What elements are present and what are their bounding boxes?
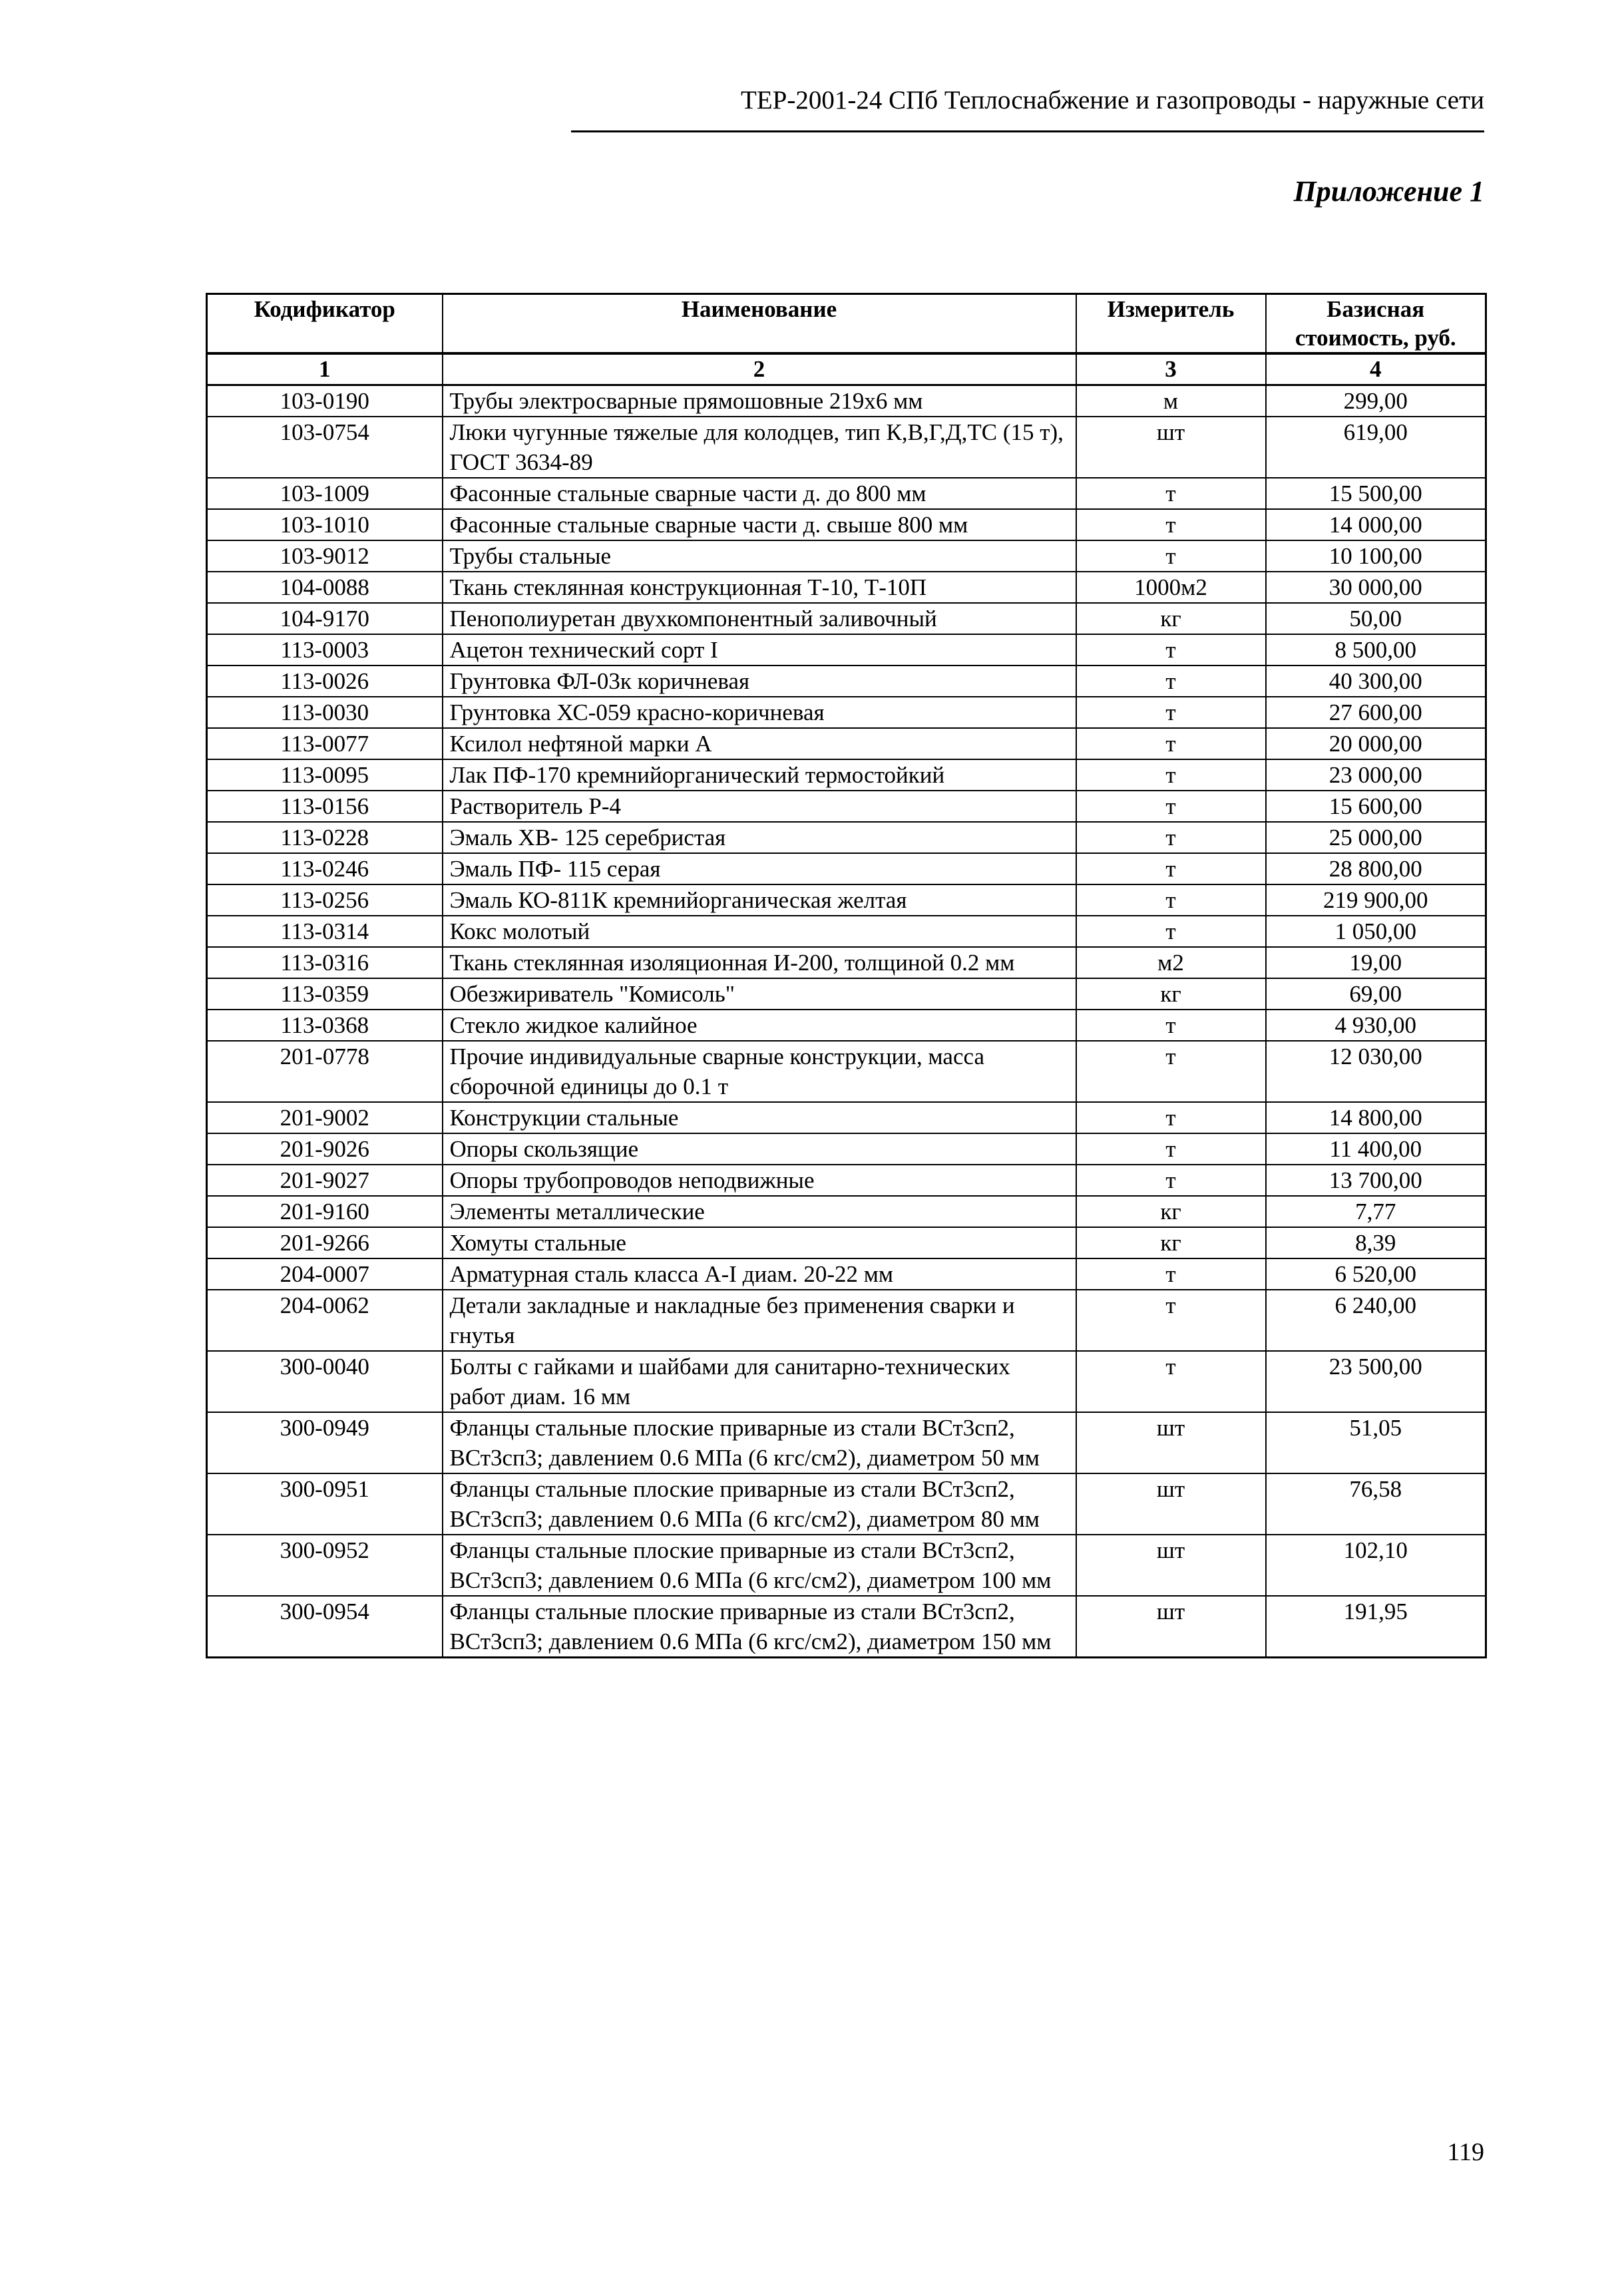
name-cell: Фланцы стальные плоские приварные из стали ВСт3сп2, ВСт3сп3; давлением 0.6 МПа (6 кгс/см2), диаметром 100 мм xyxy=(443,1535,1076,1596)
code-cell: 113-0095 xyxy=(207,759,443,791)
price-cell: 1 050,00 xyxy=(1266,916,1486,947)
name-cell: Хомуты стальные xyxy=(443,1227,1076,1258)
code-cell: 113-0156 xyxy=(207,791,443,822)
unit-cell: т xyxy=(1076,916,1266,947)
unit-cell: т xyxy=(1076,1258,1266,1290)
code-cell: 300-0951 xyxy=(207,1473,443,1535)
table-row xyxy=(207,1473,1486,1535)
code-cell: 113-0026 xyxy=(207,665,443,697)
name-cell: Стекло жидкое калийное xyxy=(443,1010,1076,1041)
name-cell: Фланцы стальные плоские приварные из стали ВСт3сп2, ВСт3сп3; давлением 0.6 МПа (6 кгс/см2), диаметром 80 мм xyxy=(443,1473,1076,1535)
price-cell: 12 030,00 xyxy=(1266,1041,1486,1102)
code-cell: 103-0754 xyxy=(207,417,443,478)
table-row xyxy=(207,1010,1486,1041)
table-header-row xyxy=(207,294,1486,354)
unit-cell: 1000м2 xyxy=(1076,572,1266,603)
unit-cell: шт xyxy=(1076,1412,1266,1473)
name-cell: Лак ПФ-170 кремнийорганический термостойкий xyxy=(443,759,1076,791)
code-cell: 113-0256 xyxy=(207,884,443,916)
name-cell: Грунтовка ФЛ-03к коричневая xyxy=(443,665,1076,697)
code-cell: 104-9170 xyxy=(207,603,443,634)
code-cell: 204-0007 xyxy=(207,1258,443,1290)
table-row xyxy=(207,697,1486,728)
unit-cell: шт xyxy=(1076,417,1266,478)
table-row xyxy=(207,759,1486,791)
code-cell: 113-0316 xyxy=(207,947,443,978)
code-cell: 113-0359 xyxy=(207,978,443,1010)
unit-cell: м2 xyxy=(1076,947,1266,978)
price-cell: 27 600,00 xyxy=(1266,697,1486,728)
price-cell: 30 000,00 xyxy=(1266,572,1486,603)
code-cell: 103-9012 xyxy=(207,540,443,572)
table-row xyxy=(207,728,1486,759)
unit-cell: т xyxy=(1076,634,1266,665)
code-cell: 201-0778 xyxy=(207,1041,443,1102)
name-cell: Элементы металлические xyxy=(443,1196,1076,1227)
name-cell: Трубы электросварные прямошовные 219х6 мм xyxy=(443,385,1076,417)
name-cell: Ткань стеклянная изоляционная И-200, толщиной 0.2 мм xyxy=(443,947,1076,978)
price-cell: 14 000,00 xyxy=(1266,509,1486,540)
column-number: 4 xyxy=(1266,353,1486,385)
name-cell: Трубы стальные xyxy=(443,540,1076,572)
table-row xyxy=(207,1351,1486,1412)
price-cell: 299,00 xyxy=(1266,385,1486,417)
price-cell: 191,95 xyxy=(1266,1596,1486,1658)
unit-cell: т xyxy=(1076,1290,1266,1351)
name-cell: Ткань стеклянная конструкционная Т-10, Т-10П xyxy=(443,572,1076,603)
name-cell: Прочие индивидуальные сварные конструкции, масса сборочной единицы до 0.1 т xyxy=(443,1041,1076,1102)
name-cell: Кокс молотый xyxy=(443,916,1076,947)
table-row xyxy=(207,853,1486,884)
unit-cell: шт xyxy=(1076,1535,1266,1596)
code-cell: 300-0954 xyxy=(207,1596,443,1658)
price-cell: 50,00 xyxy=(1266,603,1486,634)
unit-cell: т xyxy=(1076,822,1266,853)
unit-cell: т xyxy=(1076,1010,1266,1041)
code-cell: 300-0952 xyxy=(207,1535,443,1596)
name-cell: Детали закладные и накладные без применения сварки и гнутья xyxy=(443,1290,1076,1351)
code-cell: 113-0030 xyxy=(207,697,443,728)
code-cell: 103-0190 xyxy=(207,385,443,417)
name-cell: Эмаль КО-811К кремнийорганическая желтая xyxy=(443,884,1076,916)
unit-cell: т xyxy=(1076,540,1266,572)
price-cell: 40 300,00 xyxy=(1266,665,1486,697)
unit-cell: т xyxy=(1076,791,1266,822)
name-cell: Опоры трубопроводов неподвижные xyxy=(443,1165,1076,1196)
code-cell: 204-0062 xyxy=(207,1290,443,1351)
table-row xyxy=(207,1102,1486,1133)
price-cell: 619,00 xyxy=(1266,417,1486,478)
unit-cell: м xyxy=(1076,385,1266,417)
price-cell: 219 900,00 xyxy=(1266,884,1486,916)
table-row xyxy=(207,884,1486,916)
unit-cell: т xyxy=(1076,509,1266,540)
table-row xyxy=(207,1412,1486,1473)
price-cell: 76,58 xyxy=(1266,1473,1486,1535)
unit-cell: т xyxy=(1076,759,1266,791)
price-cell: 7,77 xyxy=(1266,1196,1486,1227)
name-cell: Фасонные стальные сварные части д. свыше 800 мм xyxy=(443,509,1076,540)
price-cell: 28 800,00 xyxy=(1266,853,1486,884)
unit-cell: кг xyxy=(1076,1227,1266,1258)
table-row xyxy=(207,1290,1486,1351)
code-cell: 103-1009 xyxy=(207,478,443,509)
name-cell: Фасонные стальные сварные части д. до 800 мм xyxy=(443,478,1076,509)
unit-cell: т xyxy=(1076,728,1266,759)
table-row xyxy=(207,634,1486,665)
table-body xyxy=(207,353,1486,1658)
code-cell: 113-0246 xyxy=(207,853,443,884)
name-cell: Эмаль ПФ- 115 серая xyxy=(443,853,1076,884)
column-number-row xyxy=(207,353,1486,385)
unit-cell: кг xyxy=(1076,1196,1266,1227)
column-header-unit: Измеритель xyxy=(1076,294,1266,354)
code-cell: 104-0088 xyxy=(207,572,443,603)
table-row xyxy=(207,1196,1486,1227)
table-row xyxy=(207,978,1486,1010)
table-row xyxy=(207,1227,1486,1258)
table-row xyxy=(207,509,1486,540)
code-cell: 201-9026 xyxy=(207,1133,443,1165)
name-cell: Опоры скользящие xyxy=(443,1133,1076,1165)
name-cell: Фланцы стальные плоские приварные из стали ВСт3сп2, ВСт3сп3; давлением 0.6 МПа (6 кгс/см2), диаметром 150 мм xyxy=(443,1596,1076,1658)
unit-cell: т xyxy=(1076,1351,1266,1412)
column-header-name: Наименование xyxy=(443,294,1076,354)
price-cell: 51,05 xyxy=(1266,1412,1486,1473)
table-row xyxy=(207,417,1486,478)
name-cell: Эмаль ХВ- 125 серебристая xyxy=(443,822,1076,853)
name-cell: Болты с гайками и шайбами для санитарно-технических работ диам. 16 мм xyxy=(443,1351,1076,1412)
code-cell: 201-9002 xyxy=(207,1102,443,1133)
column-number: 3 xyxy=(1076,353,1266,385)
column-header-code: Кодификатор xyxy=(207,294,443,354)
table-row xyxy=(207,603,1486,634)
unit-cell: шт xyxy=(1076,1596,1266,1658)
code-cell: 113-0003 xyxy=(207,634,443,665)
price-cell: 14 800,00 xyxy=(1266,1102,1486,1133)
table-row xyxy=(207,572,1486,603)
unit-cell: т xyxy=(1076,478,1266,509)
code-cell: 113-0077 xyxy=(207,728,443,759)
price-cell: 13 700,00 xyxy=(1266,1165,1486,1196)
code-cell: 113-0228 xyxy=(207,822,443,853)
appendix-label: Приложение 1 xyxy=(1293,175,1484,208)
unit-cell: т xyxy=(1076,1133,1266,1165)
price-cell: 8,39 xyxy=(1266,1227,1486,1258)
name-cell: Растворитель Р-4 xyxy=(443,791,1076,822)
code-cell: 300-0949 xyxy=(207,1412,443,1473)
table-row xyxy=(207,822,1486,853)
table-row xyxy=(207,1596,1486,1658)
unit-cell: т xyxy=(1076,665,1266,697)
name-cell: Ксилол нефтяной марки А xyxy=(443,728,1076,759)
unit-cell: т xyxy=(1076,1165,1266,1196)
unit-cell: т xyxy=(1076,1041,1266,1102)
column-header-price: Базисная стоимость, руб. xyxy=(1266,294,1486,354)
code-cell: 103-1010 xyxy=(207,509,443,540)
unit-cell: т xyxy=(1076,1102,1266,1133)
price-cell: 8 500,00 xyxy=(1266,634,1486,665)
name-cell: Фланцы стальные плоские приварные из стали ВСт3сп2, ВСт3сп3; давлением 0.6 МПа (6 кгс/см2), диаметром 50 мм xyxy=(443,1412,1076,1473)
column-number: 1 xyxy=(207,353,443,385)
table-row xyxy=(207,478,1486,509)
header-divider xyxy=(571,130,1484,132)
price-cell: 10 100,00 xyxy=(1266,540,1486,572)
unit-cell: т xyxy=(1076,853,1266,884)
price-cell: 15 500,00 xyxy=(1266,478,1486,509)
unit-cell: кг xyxy=(1076,603,1266,634)
table-row xyxy=(207,1535,1486,1596)
table-row xyxy=(207,1258,1486,1290)
name-cell: Обезжириватель "Комисоль" xyxy=(443,978,1076,1010)
unit-cell: т xyxy=(1076,697,1266,728)
name-cell: Ацетон технический сорт I xyxy=(443,634,1076,665)
table-row xyxy=(207,1165,1486,1196)
price-cell: 19,00 xyxy=(1266,947,1486,978)
name-cell: Люки чугунные тяжелые для колодцев, тип К,В,Г,Д,ТС (15 т), ГОСТ 3634-89 xyxy=(443,417,1076,478)
code-cell: 201-9266 xyxy=(207,1227,443,1258)
price-cell: 23 000,00 xyxy=(1266,759,1486,791)
code-cell: 201-9160 xyxy=(207,1196,443,1227)
code-cell: 201-9027 xyxy=(207,1165,443,1196)
unit-cell: кг xyxy=(1076,978,1266,1010)
table-row xyxy=(207,1133,1486,1165)
page-number: 119 xyxy=(1447,2138,1484,2166)
name-cell: Пенополиуретан двухкомпонентный заливочный xyxy=(443,603,1076,634)
price-cell: 6 240,00 xyxy=(1266,1290,1486,1351)
unit-cell: шт xyxy=(1076,1473,1266,1535)
name-cell: Арматурная сталь класса А-I диам. 20-22 мм xyxy=(443,1258,1076,1290)
price-cell: 15 600,00 xyxy=(1266,791,1486,822)
price-cell: 102,10 xyxy=(1266,1535,1486,1596)
table-row xyxy=(207,947,1486,978)
document-header-title: ТЕР-2001-24 СПб Теплоснабжение и газопроводы - наружные сети xyxy=(741,86,1484,114)
unit-cell: т xyxy=(1076,884,1266,916)
code-cell: 113-0314 xyxy=(207,916,443,947)
price-cell: 69,00 xyxy=(1266,978,1486,1010)
price-cell: 23 500,00 xyxy=(1266,1351,1486,1412)
name-cell: Грунтовка ХС-059 красно-коричневая xyxy=(443,697,1076,728)
table-row xyxy=(207,385,1486,417)
table-row xyxy=(207,791,1486,822)
price-table xyxy=(206,293,1487,1658)
price-cell: 4 930,00 xyxy=(1266,1010,1486,1041)
table-row xyxy=(207,916,1486,947)
price-cell: 25 000,00 xyxy=(1266,822,1486,853)
price-cell: 6 520,00 xyxy=(1266,1258,1486,1290)
code-cell: 113-0368 xyxy=(207,1010,443,1041)
table-row xyxy=(207,1041,1486,1102)
code-cell: 300-0040 xyxy=(207,1351,443,1412)
name-cell: Конструкции стальные xyxy=(443,1102,1076,1133)
price-cell: 11 400,00 xyxy=(1266,1133,1486,1165)
column-number: 2 xyxy=(443,353,1076,385)
price-cell: 20 000,00 xyxy=(1266,728,1486,759)
table-row xyxy=(207,665,1486,697)
table-row xyxy=(207,540,1486,572)
